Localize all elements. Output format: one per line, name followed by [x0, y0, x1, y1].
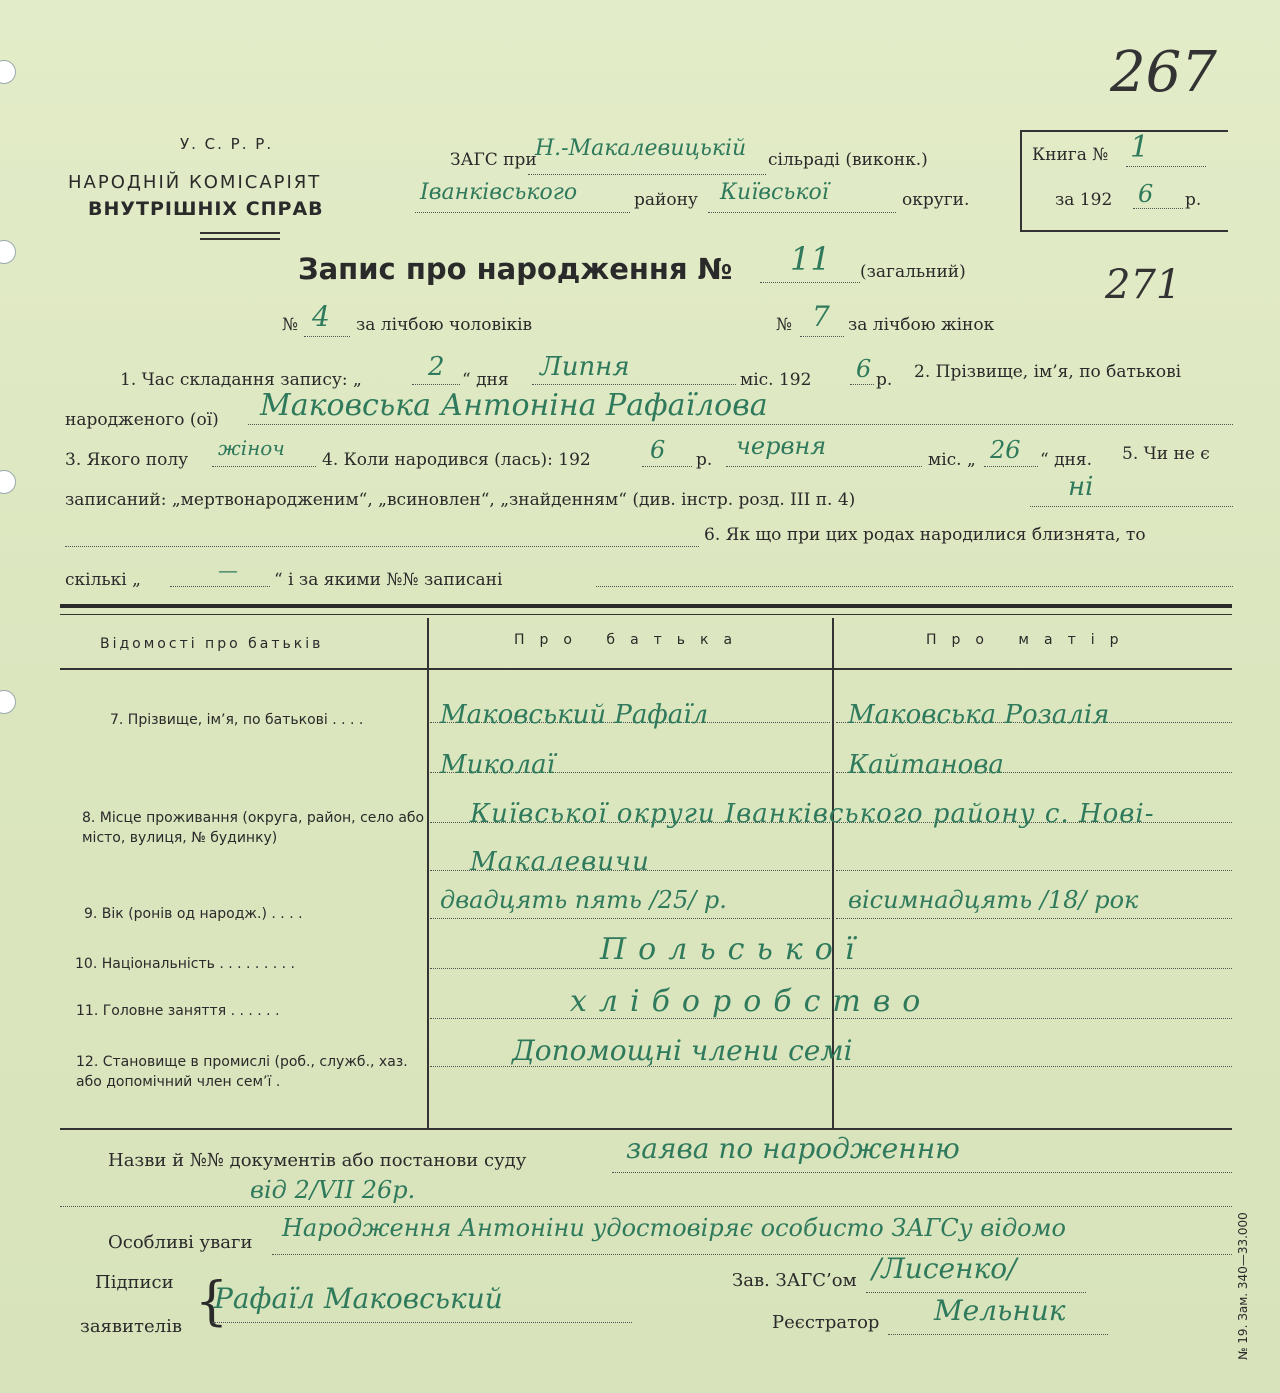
- sign-brace: {: [195, 1272, 229, 1332]
- occupation-value: хліборобство: [570, 984, 933, 1019]
- col-header-father: Про батька: [514, 632, 748, 648]
- sign-value: Рафаїл Маковський: [214, 1282, 503, 1315]
- row-label-occupation: 11. Головне заняття . . . . . .: [76, 1003, 280, 1019]
- head-label: Зав. ЗАГС’ом: [732, 1270, 857, 1291]
- binder-hole: [0, 690, 16, 714]
- record-title: Запис про народження №: [298, 252, 733, 286]
- record-number: 11: [790, 240, 831, 278]
- registrar-label: Реєстратор: [772, 1312, 880, 1333]
- record-number-line: [760, 282, 860, 283]
- f2-label: 2. Прізвище, ім’я, по батькові: [914, 362, 1182, 382]
- year-line: [1133, 208, 1183, 209]
- header-rule: [200, 232, 280, 234]
- row-line: [430, 968, 830, 969]
- f4-year-line: [642, 466, 692, 467]
- row-line: [836, 918, 1232, 919]
- f3-line: [212, 466, 316, 467]
- male-count-label: за лічбою чоловіків: [356, 315, 533, 335]
- f2-label2: народженого (ої): [65, 410, 219, 430]
- table-bottom-rule: [60, 1128, 1232, 1130]
- f1-day: 2: [428, 352, 445, 382]
- row-label-name: 7. Прізвище, ім’я, по батькові . . . .: [110, 712, 364, 728]
- f1-year-line: [850, 384, 874, 385]
- sign-line: [212, 1322, 632, 1323]
- table-header-rule: [60, 668, 1232, 670]
- f5-line: [1030, 506, 1233, 507]
- book-value: 1: [1130, 130, 1150, 165]
- head-value: /Лисенко/: [872, 1252, 1017, 1285]
- f5-value: ні: [1068, 472, 1094, 502]
- commissariat-line2: ВНУТРІШНІХ СПРАВ: [88, 198, 324, 220]
- f5-label2: записаний: „мертвонародженим“, „всиновлен“, „знайденням“ (див. інстр. розд. III п. 4): [65, 490, 856, 510]
- female-count-value: 7: [812, 300, 830, 333]
- binder-hole: [0, 240, 16, 264]
- record-general: (загальний): [860, 262, 966, 282]
- f1-year-suffix: р.: [876, 370, 893, 390]
- zags-prefix: ЗАГС при: [450, 150, 537, 170]
- row-label-nationality: 10. Національність . . . . . . . . .: [75, 956, 295, 972]
- father-age: двадцять пять /25/ р.: [440, 886, 727, 914]
- archive-page-number: 267: [1110, 40, 1217, 105]
- book-line: [1126, 166, 1206, 167]
- f6-line: [596, 586, 1233, 587]
- table-vline: [832, 618, 834, 670]
- f1-day-label: “ дня: [462, 370, 509, 390]
- zags-suffix: сільраді (виконк.): [768, 150, 928, 170]
- year-label: за 192: [1055, 190, 1113, 210]
- docs-line: [612, 1172, 1232, 1173]
- table-top-rule: [60, 604, 1232, 608]
- docs-label: Назви й №№ документів або постанови суду: [108, 1150, 527, 1171]
- row-label-residence: 8. Місце проживання (округа, район, село або місто, вулиця, № будинку): [82, 810, 425, 846]
- f3-value: жіноч: [218, 436, 285, 460]
- f6-label3: “ і за якими №№ записані: [274, 570, 503, 590]
- f4-day-line: [984, 466, 1038, 467]
- f6-value-line: [170, 586, 270, 587]
- district-value: Іванківського: [420, 180, 578, 205]
- republic-label: У. С. Р. Р.: [180, 135, 274, 153]
- nationality-value: Польської: [600, 932, 867, 967]
- male-count-line: [304, 336, 350, 337]
- f4-year-suffix: р.: [696, 450, 713, 470]
- f6-label: 6. Як що при цих родах народилися близнята, то: [704, 525, 1146, 545]
- f1-month: Липня: [540, 352, 630, 382]
- district-line: [415, 212, 630, 213]
- f5-label: 5. Чи не є: [1122, 444, 1210, 464]
- docs-value-2: від 2/VII 26р.: [250, 1176, 416, 1204]
- f4-month-label: міс. „: [928, 450, 976, 470]
- docs-line-2: [60, 1206, 1232, 1207]
- male-count-prefix: №: [282, 315, 299, 335]
- f6-value: —: [218, 558, 238, 582]
- notes-value: Народження Антоніни удостовіряє особисто ЗАГСу відомо: [282, 1214, 1066, 1242]
- f3-label: 3. Якого полу: [65, 450, 189, 470]
- okrug-label: округи.: [902, 190, 970, 210]
- side-print: № 19. Зам. 340—33.000: [1236, 1212, 1250, 1360]
- f1-label: 1. Час складання запису: „: [120, 370, 362, 390]
- zags-village-value: Н.-Макалевицькій: [535, 136, 747, 161]
- okrug-line: [708, 212, 896, 213]
- male-count-value: 4: [312, 300, 330, 333]
- female-count-line: [800, 336, 844, 337]
- zags-village-line: [528, 174, 766, 175]
- row-line: [430, 918, 830, 919]
- col-header-mother: Про матір: [926, 632, 1134, 648]
- f4-year: 6: [650, 436, 666, 464]
- okrug-value: Київської: [720, 180, 829, 205]
- registrar-line: [888, 1334, 1108, 1335]
- f4-day-label: “ дня.: [1040, 450, 1093, 470]
- notes-line: [272, 1254, 1232, 1255]
- f1-year: 6: [856, 355, 872, 383]
- sign-label-1: Підписи: [95, 1272, 174, 1293]
- year-value: 6: [1138, 180, 1154, 208]
- row-label-status: 12. Становище в промислі (роб., служб., хаз. або допомічний член сем’ї .: [76, 1054, 408, 1090]
- f4-day: 26: [990, 436, 1021, 464]
- father-name: Маковський Рафаїл Миколаї: [440, 700, 709, 780]
- f1-month-line: [532, 384, 736, 385]
- f2-value: Маковська Антоніна Рафаїлова: [260, 388, 768, 423]
- docs-value: заява по народженню: [626, 1132, 960, 1165]
- head-line: [866, 1292, 1086, 1293]
- f1-day-line: [412, 384, 460, 385]
- residence-value: Київської округи Іванківського району с. Нові-Макалевичи: [470, 799, 1155, 877]
- female-count-label: за лічбою жінок: [848, 315, 995, 335]
- registrar-value: Мельник: [934, 1294, 1066, 1327]
- mother-age: вісимнадцять /18/ рок: [848, 886, 1139, 914]
- year-suffix: р.: [1185, 190, 1202, 210]
- book-label: Книга №: [1032, 145, 1109, 165]
- binder-hole: [0, 470, 16, 494]
- sign-label-2: заявителів: [80, 1316, 182, 1337]
- row-line: [836, 1066, 1232, 1067]
- f4-month-line: [726, 466, 922, 467]
- f4-label: 4. Коли народився (лась): 192: [322, 450, 591, 470]
- table-vline: [427, 618, 429, 1130]
- f4-month: червня: [736, 432, 827, 460]
- row-label-age: 9. Вік (ронів од народж.) . . . .: [84, 906, 303, 922]
- f6-blank-line: [65, 546, 699, 547]
- notes-label: Особливі уваги: [108, 1232, 253, 1253]
- binder-hole: [0, 60, 16, 84]
- row-line: [836, 968, 1232, 969]
- col-header-parents: Відомості про батьків: [100, 636, 324, 652]
- district-label: району: [634, 190, 698, 210]
- f2-line: [248, 424, 1233, 425]
- table-top-rule-thin: [60, 614, 1232, 615]
- status-value: Допомощні члени семі: [512, 1034, 853, 1067]
- f6-label2: скількі „: [65, 570, 141, 590]
- header-rule: [200, 238, 280, 240]
- corner-mark: 271: [1105, 262, 1182, 308]
- f1-month-label: міс. 192: [740, 370, 812, 390]
- commissariat-line1: НАРОДНІЙ КОМІСАРІЯТ: [68, 172, 322, 193]
- mother-name: Маковська Розалія Кайтанова: [848, 700, 1110, 780]
- female-count-prefix: №: [776, 315, 793, 335]
